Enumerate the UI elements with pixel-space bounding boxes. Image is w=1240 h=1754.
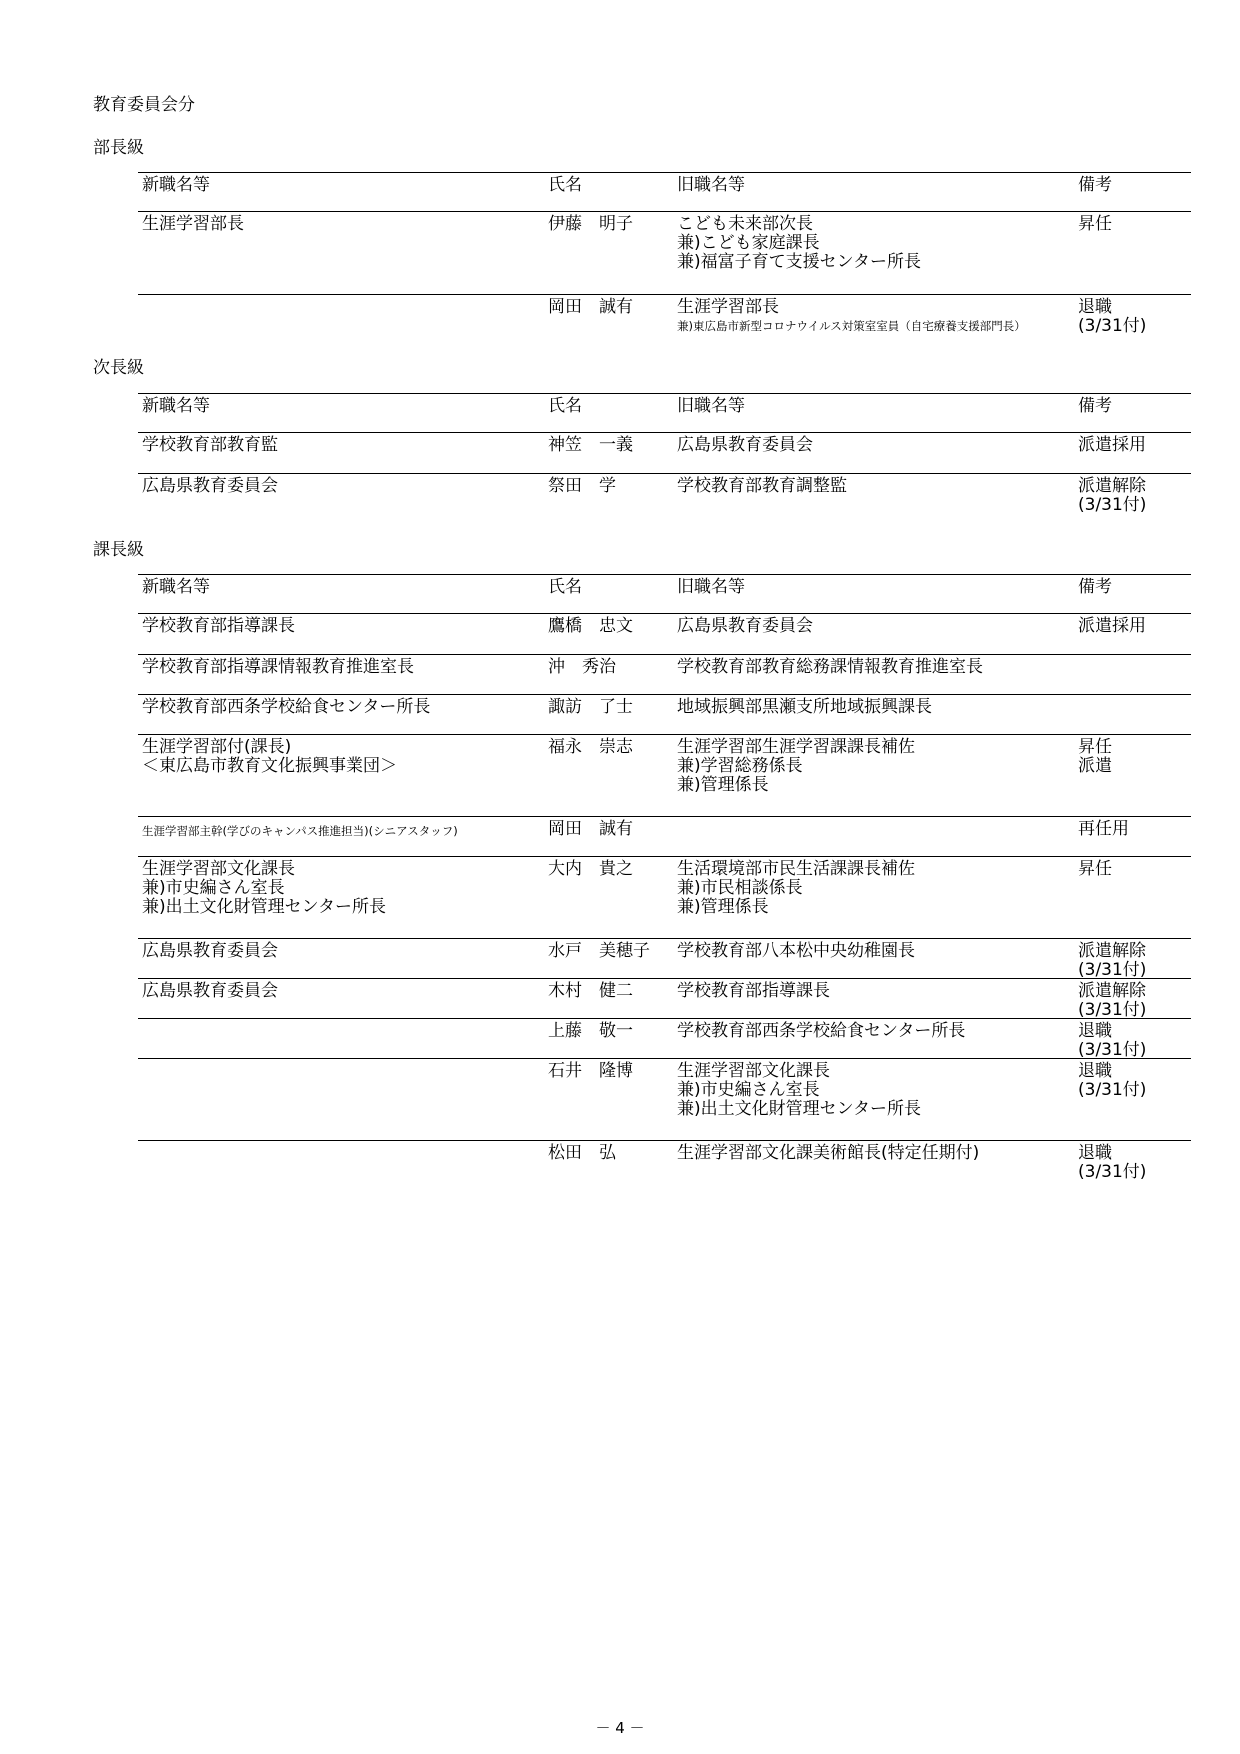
header-name: 氏名: [548, 577, 582, 597]
note: 派遣解除 (3/31付): [1078, 981, 1147, 1020]
note: 退職 (3/31付): [1078, 297, 1147, 336]
table-row: [138, 1140, 1191, 1190]
person-name: 水戸 美穂子: [548, 941, 650, 961]
table-row: [138, 654, 1191, 694]
table-jicho: [138, 393, 1191, 523]
note: 派遣採用: [1078, 616, 1146, 636]
new-post: 学校教育部指導課長: [142, 616, 295, 636]
table-header: [138, 574, 1191, 614]
new-post: 生涯学習部長: [142, 214, 244, 234]
table-bucho: [138, 172, 1191, 344]
new-post: 生涯学習部付(課長) ＜東広島市教育文化振興事業団＞: [142, 737, 397, 776]
note: 昇任: [1078, 214, 1112, 234]
note: 派遣採用: [1078, 435, 1146, 455]
table-row: [138, 212, 1191, 294]
old-post: こども未来部次長 兼)こども家庭課長 兼)福富子育て支援センター所長: [677, 214, 921, 272]
old-post: 学校教育部指導課長: [677, 981, 830, 1001]
header-note: 備考: [1078, 396, 1112, 416]
person-name: 石井 隆博: [548, 1061, 633, 1081]
header-old-post: 旧職名等: [677, 396, 745, 416]
header-name: 氏名: [548, 396, 582, 416]
header-name: 氏名: [548, 175, 582, 195]
old-post: 生涯学習部文化課長 兼)市史編さん室長 兼)出土文化財管理センター所長: [677, 1061, 921, 1119]
note: 再任用: [1078, 819, 1129, 839]
person-name: 上藤 敬一: [548, 1021, 633, 1041]
note: 派遣解除 (3/31付): [1078, 476, 1147, 515]
person-name: 祭田 学: [548, 476, 616, 496]
person-name: 諏訪 了士: [548, 697, 633, 717]
person-name: 木村 健二: [548, 981, 633, 1001]
new-post: 生涯学習部文化課長 兼)市史編さん室長 兼)出土文化財管理センター所長: [142, 859, 386, 917]
note: 退職 (3/31付): [1078, 1143, 1147, 1182]
person-name: 鷹橋 忠文: [548, 616, 633, 636]
old-post: 生涯学習部文化課美術館長(特定任期付): [677, 1143, 980, 1163]
section-label-bucho: 部長級: [93, 138, 144, 158]
page-number: － 4 －: [595, 1719, 645, 1737]
person-name: 福永 崇志: [548, 737, 633, 757]
old-post: 地域振興部黒瀬支所地域振興課長: [677, 697, 932, 717]
table-row: [138, 294, 1191, 344]
table-row: [138, 816, 1191, 856]
table-row: [138, 473, 1191, 523]
table-row: [138, 1018, 1191, 1058]
table-row: [138, 694, 1191, 734]
old-post: 生活環境部市民生活課課長補佐 兼)市民相談係長 兼)管理係長: [677, 859, 915, 917]
new-post: 広島県教育委員会: [142, 981, 278, 1001]
person-name: 松田 弘: [548, 1143, 616, 1163]
header-note: 備考: [1078, 577, 1112, 597]
old-post: 学校教育部教育総務課情報教育推進室長: [677, 657, 983, 677]
old-post: 学校教育部八本松中央幼稚園長: [677, 941, 915, 961]
old-post: 広島県教育委員会: [677, 616, 813, 636]
note: 派遣解除 (3/31付): [1078, 941, 1147, 980]
old-post: 生涯学習部長 兼)東広島市新型コロナウイルス対策室室員（自宅療養支援部門長）: [677, 297, 1026, 333]
table-row: [138, 856, 1191, 938]
new-post: 学校教育部指導課情報教育推進室長: [142, 657, 414, 677]
header-new-post: 新職名等: [142, 577, 210, 597]
table-header: [138, 172, 1191, 212]
table-row: [138, 614, 1191, 654]
note: 退職 (3/31付): [1078, 1021, 1147, 1060]
person-name: 神笠 一義: [548, 435, 633, 455]
document-title: 教育委員会分: [93, 95, 195, 115]
new-post: 広島県教育委員会: [142, 941, 278, 961]
table-row: [138, 433, 1191, 473]
note: 退職 (3/31付): [1078, 1061, 1147, 1100]
table-row: [138, 978, 1191, 1018]
new-post: 学校教育部教育監: [142, 435, 278, 455]
table-header: [138, 393, 1191, 433]
old-post: 生涯学習部生涯学習課課長補佐 兼)学習総務係長 兼)管理係長: [677, 737, 915, 795]
header-old-post: 旧職名等: [677, 175, 745, 195]
old-post: 広島県教育委員会: [677, 435, 813, 455]
note: 昇任 派遣: [1078, 737, 1112, 776]
person-name: 大内 貴之: [548, 859, 633, 879]
section-label-kacho: 課長級: [93, 540, 144, 560]
new-post: 学校教育部西条学校給食センター所長: [142, 697, 431, 717]
header-old-post: 旧職名等: [677, 577, 745, 597]
table-row: [138, 1058, 1191, 1140]
section-label-jicho: 次長級: [93, 358, 144, 378]
table-row: [138, 938, 1191, 978]
person-name: 伊藤 明子: [548, 214, 633, 234]
new-post: 生涯学習部主幹(学びのキャンパス推進担当)(シニアスタッフ): [142, 824, 458, 838]
old-post: 学校教育部教育調整監: [677, 476, 847, 496]
person-name: 岡田 誠有: [548, 819, 633, 839]
header-new-post: 新職名等: [142, 175, 210, 195]
table-row: [138, 734, 1191, 816]
table-kacho: [138, 574, 1191, 1190]
person-name: 沖 秀治: [548, 657, 616, 677]
header-note: 備考: [1078, 175, 1112, 195]
new-post: 広島県教育委員会: [142, 476, 278, 496]
note: 昇任: [1078, 859, 1112, 879]
old-post: 学校教育部西条学校給食センター所長: [677, 1021, 966, 1041]
header-new-post: 新職名等: [142, 396, 210, 416]
person-name: 岡田 誠有: [548, 297, 633, 317]
